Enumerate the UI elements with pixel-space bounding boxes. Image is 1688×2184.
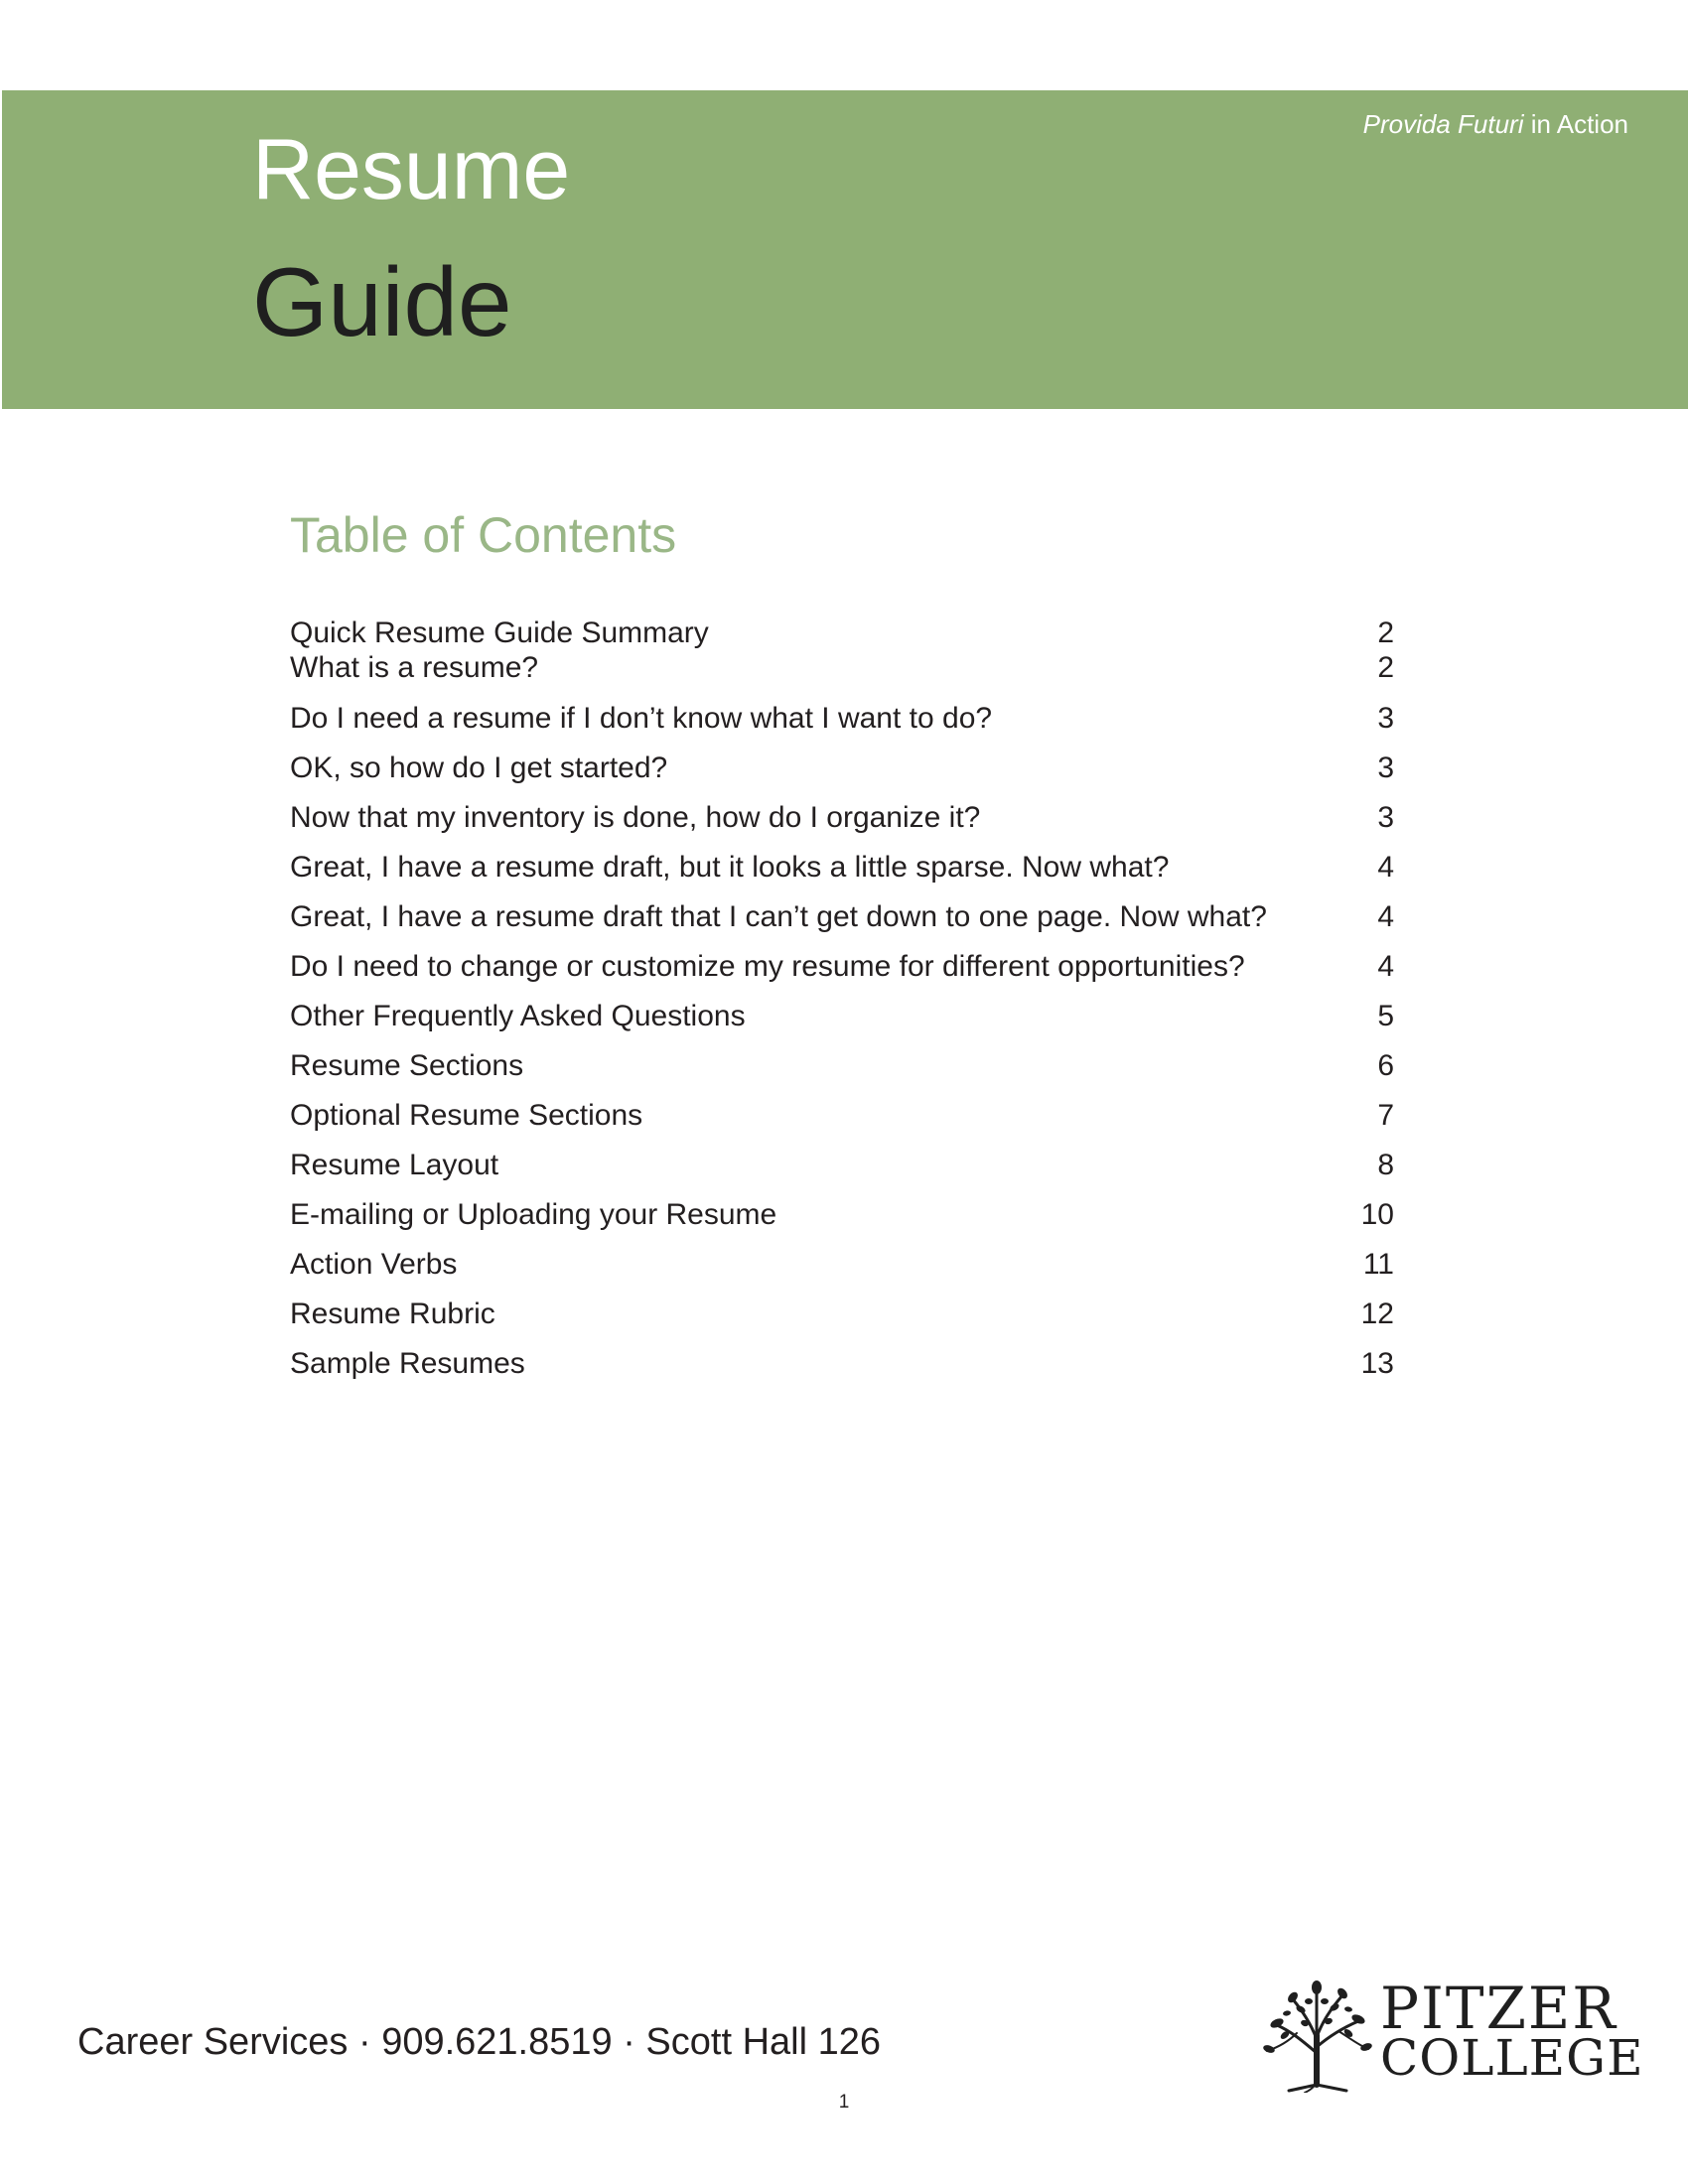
toc-entry-label: Sample Resumes [290,1347,525,1380]
toc-entry-label: Action Verbs [290,1248,458,1281]
toc-heading: Table of Contents [290,507,677,563]
toc-entry-label: OK, so how do I get started? [290,751,668,784]
toc-entry-page: 8 [1377,1149,1394,1181]
toc-entry-label: Resume Sections [290,1049,524,1082]
toc-entry [290,701,1394,737]
toc-entry [290,751,1394,786]
toc-entry-page: 6 [1377,1049,1394,1082]
logo-wordmark-line1: PITZER [1380,1975,1618,2042]
toc-entry-label: Optional Resume Sections [290,1099,643,1132]
document-title-line1: Resume [252,122,571,217]
toc-entry-page: 4 [1377,900,1394,933]
toc-entry-page: 2 [1377,616,1394,649]
table-of-contents [290,0,1394,2184]
toc-entry [290,1297,1394,1332]
document-title-line2: Guide [252,247,512,356]
page-number: 1 [838,2092,850,2113]
toc-entry-page: 3 [1377,801,1394,834]
toc-entry-page: 7 [1377,1099,1394,1132]
toc-entry [290,615,1394,651]
footer-contact-info: Career Services · 909.621.8519 · Scott Hall 126 [77,2021,881,2063]
toc-entry [290,999,1394,1034]
toc-entry-page: 2 [1377,651,1394,684]
toc-entry-page: 4 [1377,851,1394,884]
toc-entry-label: Do I need to change or customize my resume for different opportunities? [290,950,1245,983]
toc-entry-page: 3 [1377,702,1394,735]
tagline-motto: Provida Futuri [1362,109,1524,139]
tree-icon [1257,1974,1376,2093]
toc-entry [290,1197,1394,1233]
toc-entry [290,1048,1394,1084]
toc-entry [290,949,1394,985]
toc-entry-label: Resume Rubric [290,1297,495,1330]
toc-entry-page: 10 [1360,1198,1394,1231]
toc-entry-label: Other Frequently Asked Questions [290,1000,746,1032]
toc-entry-label: E-mailing or Uploading your Resume [290,1198,777,1231]
toc-entry-page: 13 [1360,1347,1394,1380]
toc-entry-page: 5 [1377,1000,1394,1032]
toc-entry-page: 3 [1377,751,1394,784]
toc-entry [290,650,1394,686]
toc-entry-label: Now that my inventory is done, how do I organize it? [290,801,981,834]
toc-entry-page: 4 [1377,950,1394,983]
toc-entry-label: Great, I have a resume draft that I can’t get down to one page. Now what? [290,900,1267,933]
toc-entry-label: Great, I have a resume draft, but it looks a little sparse. Now what? [290,851,1170,884]
pitzer-college-logo [1257,1974,1644,2093]
toc-entry-label: Quick Resume Guide Summary [290,616,709,649]
tagline [1363,109,1628,140]
toc-entry-label: What is a resume? [290,651,539,684]
toc-entry [290,899,1394,935]
toc-entry [290,850,1394,886]
toc-entry [290,800,1394,836]
toc-entry [290,1346,1394,1382]
logo-wordmark-line2: COLLEGE [1380,2029,1644,2087]
toc-entry-page: 11 [1362,1248,1394,1281]
toc-entry-label: Do I need a resume if I don’t know what I want to do? [290,702,993,735]
tagline-suffix: in Action [1523,109,1628,139]
toc-entry-label: Resume Layout [290,1149,499,1181]
toc-entry [290,1098,1394,1134]
toc-entry [290,1247,1394,1283]
toc-entry-page: 12 [1360,1297,1394,1330]
toc-entry [290,1148,1394,1183]
